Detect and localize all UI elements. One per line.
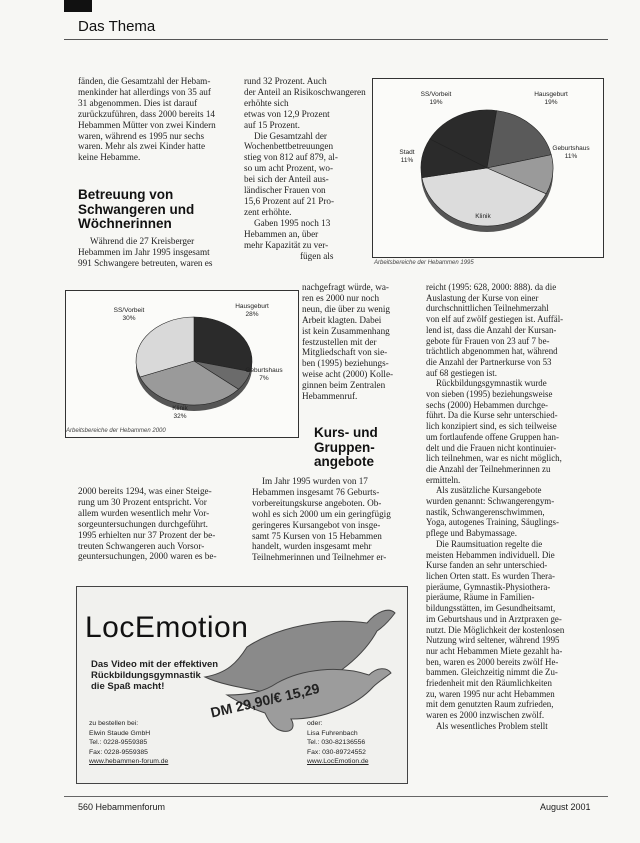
text-line: Kurse fanden an sehr unterschied-: [426, 560, 548, 571]
text-line: der Anteil an Risikoschwangeren: [244, 86, 366, 97]
text-line: die Anzahl der Partnerkurse von 53: [426, 356, 552, 367]
text-line: treuten Schwangeren auch Vorsor-: [78, 540, 205, 551]
ad-tagline: [91, 659, 218, 692]
text-line: delt und die Frauen nicht kontinuier-: [426, 442, 557, 453]
text-line: geringeres Kursangebot von insge-: [252, 519, 381, 530]
text-line: sorgeuntersuchungen durchgeführt.: [78, 518, 208, 529]
text-line: waren. Mehr als zwei Kinder hatte: [78, 141, 206, 152]
text-line: Als zusätzliche Kursangebote: [436, 485, 542, 496]
text-line: ben, waren es 2000 bereits zwölf He-: [426, 656, 559, 667]
ad-contact-line: oder:: [307, 720, 323, 727]
text-line: ben (1995) beziehungs-: [302, 358, 389, 369]
text-line: ermitteln.: [426, 474, 461, 485]
ad-tagline-line: Rückbildungsgymnastik: [91, 670, 201, 681]
text-line: meisten Hebammen individuell. Die: [426, 549, 555, 560]
text-line: lichen Orten statt. Es wurden Thera-: [426, 570, 555, 581]
section-title: Das Thema: [78, 18, 156, 35]
text-line: von elf auf zwölf gestiegen ist. Auffäl-: [426, 314, 564, 325]
text-line: etwas von 12,9 Prozent: [244, 108, 330, 119]
text-line: ren es 2000 nur noch: [302, 292, 380, 303]
text-line: wohl es sich 2000 um ein geringfügig: [252, 508, 391, 519]
text-line: Hebammen Mütter von zwei Kindern: [78, 119, 216, 130]
text-line: ginnen beim Zentralen: [302, 380, 386, 391]
heading-line: Kurs- und: [314, 425, 378, 440]
text-line: neun, die über zu wenig: [302, 303, 391, 314]
pie-2000-caption: Arbeitsbereiche der Hebammen 2000: [66, 428, 166, 434]
text-line: sechs (2000) Hebammen durchge-: [426, 399, 548, 410]
text-line: reicht (1995: 628, 2000: 888). da die: [426, 282, 557, 292]
text-line: samt 75 Kursen von 15 Hebammen: [252, 530, 382, 541]
text-line: Teilnehmerinnen und Teilnehmer er-: [252, 552, 387, 563]
col1-top-text: [78, 76, 232, 163]
text-line: führt. Da die Kurse sehr unterschied-: [426, 410, 558, 421]
text-line: handelt, wurden insgesamt mehr: [252, 541, 372, 552]
ad-contact-line: Tel.: 0228-9559385: [89, 739, 148, 747]
heading-line: Schwangeren und: [78, 201, 195, 217]
ad-right-link[interactable]: www.LocEmotion.de: [307, 758, 369, 766]
col3-text: [426, 282, 598, 732]
text-line: allem wurden wesentlich mehr Vor-: [78, 507, 210, 518]
text-line: auf 15 Prozent.: [244, 119, 300, 130]
text-line: waren, während es 1995 nur sechs: [78, 130, 205, 141]
text-line: fänden, die Gesamtzahl der Hebam-: [78, 76, 211, 86]
ad-tagline-line: Das Video mit der effektiven: [91, 659, 219, 670]
text-line: Rückbildungsgymnastik wurde: [436, 378, 547, 389]
text-line: keine Hebamme.: [78, 152, 141, 163]
text-line: Arbeit klagten. Dabei: [302, 314, 382, 325]
text-line: pflege und Babymassage.: [426, 528, 517, 539]
text-line: vorbereitungskurse angeboten. Ob-: [252, 497, 382, 508]
text-line: weise acht (2000) Kolle-: [302, 369, 394, 380]
text-line: ländischer Frauen von: [244, 185, 326, 196]
text-line: Hebammen an, über: [244, 228, 319, 239]
text-line: bildungsstätten, im Gesundheitsamt,: [426, 603, 556, 614]
ad-contact-line: Fax: 030-89724552: [307, 748, 366, 756]
text-line: lich teilnehmen, war es nicht möglich,: [426, 453, 562, 464]
pie-chart-2000: [65, 290, 299, 438]
text-line: fügen als: [300, 250, 334, 261]
ad-contact-line: Tel.: 030-82136556: [307, 739, 366, 747]
text-line: Während die 27 Kreisberger: [90, 236, 195, 246]
text-line: gebote für Frauen von 23 auf 7 be-: [426, 335, 550, 346]
text-line: rund 32 Prozent. Auch: [244, 76, 327, 86]
pie-2000-label: Geburtshaus 7%: [245, 367, 283, 382]
text-line: Wochenbettbetreuungen: [244, 141, 334, 152]
ad-brand: LocEmotion: [85, 611, 249, 644]
text-line: 15,6 Prozent auf 21 Pro-: [244, 195, 335, 206]
pie-1995-label: Stadt 11%: [399, 149, 415, 164]
text-line: nastik, Schwangerenschwimmen,: [426, 506, 545, 517]
text-line: 2000 bereits 1294, was einer Steige-: [78, 486, 212, 496]
text-line: bei sich der Anteil aus-: [244, 174, 329, 185]
text-line: lend ist, dass die Anzahl der Kursan-: [426, 324, 557, 335]
text-line: Hebammen insgesamt 76 Geburts-: [252, 486, 380, 497]
pie-1995-label: Geburtshaus 11%: [552, 145, 590, 160]
text-line: 991 Schwangere betreuten, waren es: [78, 257, 213, 268]
pie-1995-label: SS/Vorbeit 19%: [420, 91, 452, 106]
text-line: Nutzung wird seltener, während 1995: [426, 635, 560, 646]
text-line: wurden genannt: Schwangerengym-: [426, 496, 555, 507]
text-line: Im Jahr 1995 wurden von 17: [262, 476, 368, 486]
text-line: Als wesentliches Problem stellt: [436, 720, 548, 731]
footer-right: August 2001: [540, 802, 591, 812]
text-line: 1995 erhielten nur 37 Prozent der be-: [78, 529, 216, 540]
heading-line: angebote: [314, 454, 375, 469]
text-line: erhöhte sich: [244, 97, 289, 108]
heading-kurs: [314, 426, 378, 470]
pie-2000-label: SS/Vorbeit 30%: [113, 307, 145, 322]
text-line: mit dem genutzten Raum zufrieden,: [426, 699, 554, 710]
pie-1995-caption: Arbeitsbereiche der Hebammen 1995: [374, 260, 474, 266]
ad-contact-line: zu bestellen bei:: [89, 720, 139, 727]
heading-line: Wöchnerinnen: [78, 216, 172, 231]
text-line: bammen. Gleichzeitig nimmt die Zu-: [426, 667, 558, 678]
text-line: zent erhöhte.: [244, 206, 292, 217]
text-line: zurückzuführen, dass 2000 bereits 14: [78, 108, 216, 119]
text-line: nur acht Hebammen Miete gezahlt ha-: [426, 645, 563, 656]
text-line: so um acht Prozent, wo-: [244, 163, 334, 174]
text-line: waren es 2000 inzwischen zwölf.: [426, 710, 545, 721]
text-line: friedenheit mit den Räumlichkeiten: [426, 678, 552, 689]
heading-line: Betreuung von: [78, 187, 174, 202]
text-line: Hebammenruf.: [302, 391, 358, 402]
text-line: lich konzipiert sind, es sich teilweise: [426, 421, 557, 432]
text-line: Die Gesamtzahl der: [254, 130, 327, 141]
text-line: stieg von 812 auf 879, al-: [244, 152, 338, 163]
text-line: geuntersuchungen, 2000 waren es be-: [78, 551, 217, 562]
col2-mid-text: [302, 282, 402, 402]
text-line: nutzt. Die Möglichkeit der kostenlosen: [426, 624, 565, 635]
pie-chart-1995: [372, 78, 604, 258]
text-line: Auslastung der Kurse von einer: [426, 292, 539, 303]
ad-left-link[interactable]: www.hebammen-forum.de: [89, 758, 169, 766]
col2-after-kurs-text: [252, 476, 412, 563]
col1-bottom-text: [78, 486, 246, 562]
header-bar: [64, 0, 92, 12]
text-line: auf 68 gestiegen ist.: [426, 367, 497, 378]
text-line: mehr Kapazität zu ver-: [244, 239, 329, 250]
ad-left-contact: [89, 719, 168, 767]
ad-contact-line: Elwin Staude GmbH: [89, 729, 151, 737]
pie-2000-label: Klinik 32%: [172, 405, 188, 420]
text-line: Gaben 1995 noch 13: [254, 217, 331, 228]
text-line: ist kein Zusammenhang: [302, 325, 390, 336]
text-line: pieräume, Räume in Familien-: [426, 592, 535, 603]
ad-price: DM 29,90/€ 15,29: [209, 679, 322, 721]
text-line: pieräume, Gymnastik-Physiothera-: [426, 581, 551, 592]
text-line: von sieben (1995) beziehungsweise: [426, 389, 553, 400]
text-line: Mitgliedschaft von sie-: [302, 347, 388, 358]
ad-tagline-line: die Spaß macht!: [91, 681, 165, 692]
footer-rule: [64, 796, 608, 797]
footer-left: 560 Hebammenforum: [78, 802, 166, 812]
text-line: rung um 30 Prozent entspricht. Vor: [78, 496, 207, 507]
pie-1995-label: Hausgeburt 19%: [534, 91, 568, 106]
header-rule: [64, 39, 608, 40]
text-line: um fortlaufende offene Gruppen han-: [426, 431, 559, 442]
pie-2000-label: Hausgeburt 28%: [235, 303, 269, 318]
text-line: zu, waren 1995 nur acht Hebammen: [426, 688, 555, 699]
ad-contact-line: Lisa Fuhrenbach: [307, 729, 358, 737]
text-line: trächtlich abgenommen hat, während: [426, 346, 558, 357]
col1-after-heading: [78, 236, 232, 269]
heading-betreuung: [78, 188, 194, 232]
text-line: Die Raumsituation regelte die: [436, 538, 543, 549]
text-line: festzustellen mit der: [302, 336, 377, 347]
heading-line: Gruppen-: [314, 439, 375, 455]
text-line: durchschnittlichen Teilnehmerzahl: [426, 303, 549, 314]
text-line: Hebammen im Jahr 1995 insgesamt: [78, 246, 210, 257]
text-line: die Anzahl der Teilnehmerinnen zu: [426, 463, 551, 474]
text-line: nachgefragt würde, wa-: [302, 282, 389, 292]
text-line: im Geburtshaus und in Arztpraxen ge-: [426, 613, 562, 624]
pie-1995-label: Klinik: [475, 213, 491, 220]
text-line: Yoga, autogenes Training, Säuglings-: [426, 517, 559, 528]
text-line: 31 abgenommen. Dies ist darauf: [78, 97, 198, 108]
advertisement: [76, 586, 408, 784]
text-line: menkinder hat allerdings von 35 auf: [78, 86, 211, 97]
ad-right-contact: [307, 719, 369, 767]
col2-top-text: [244, 76, 368, 261]
ad-contact-line: Fax: 0228-9559385: [89, 748, 148, 756]
